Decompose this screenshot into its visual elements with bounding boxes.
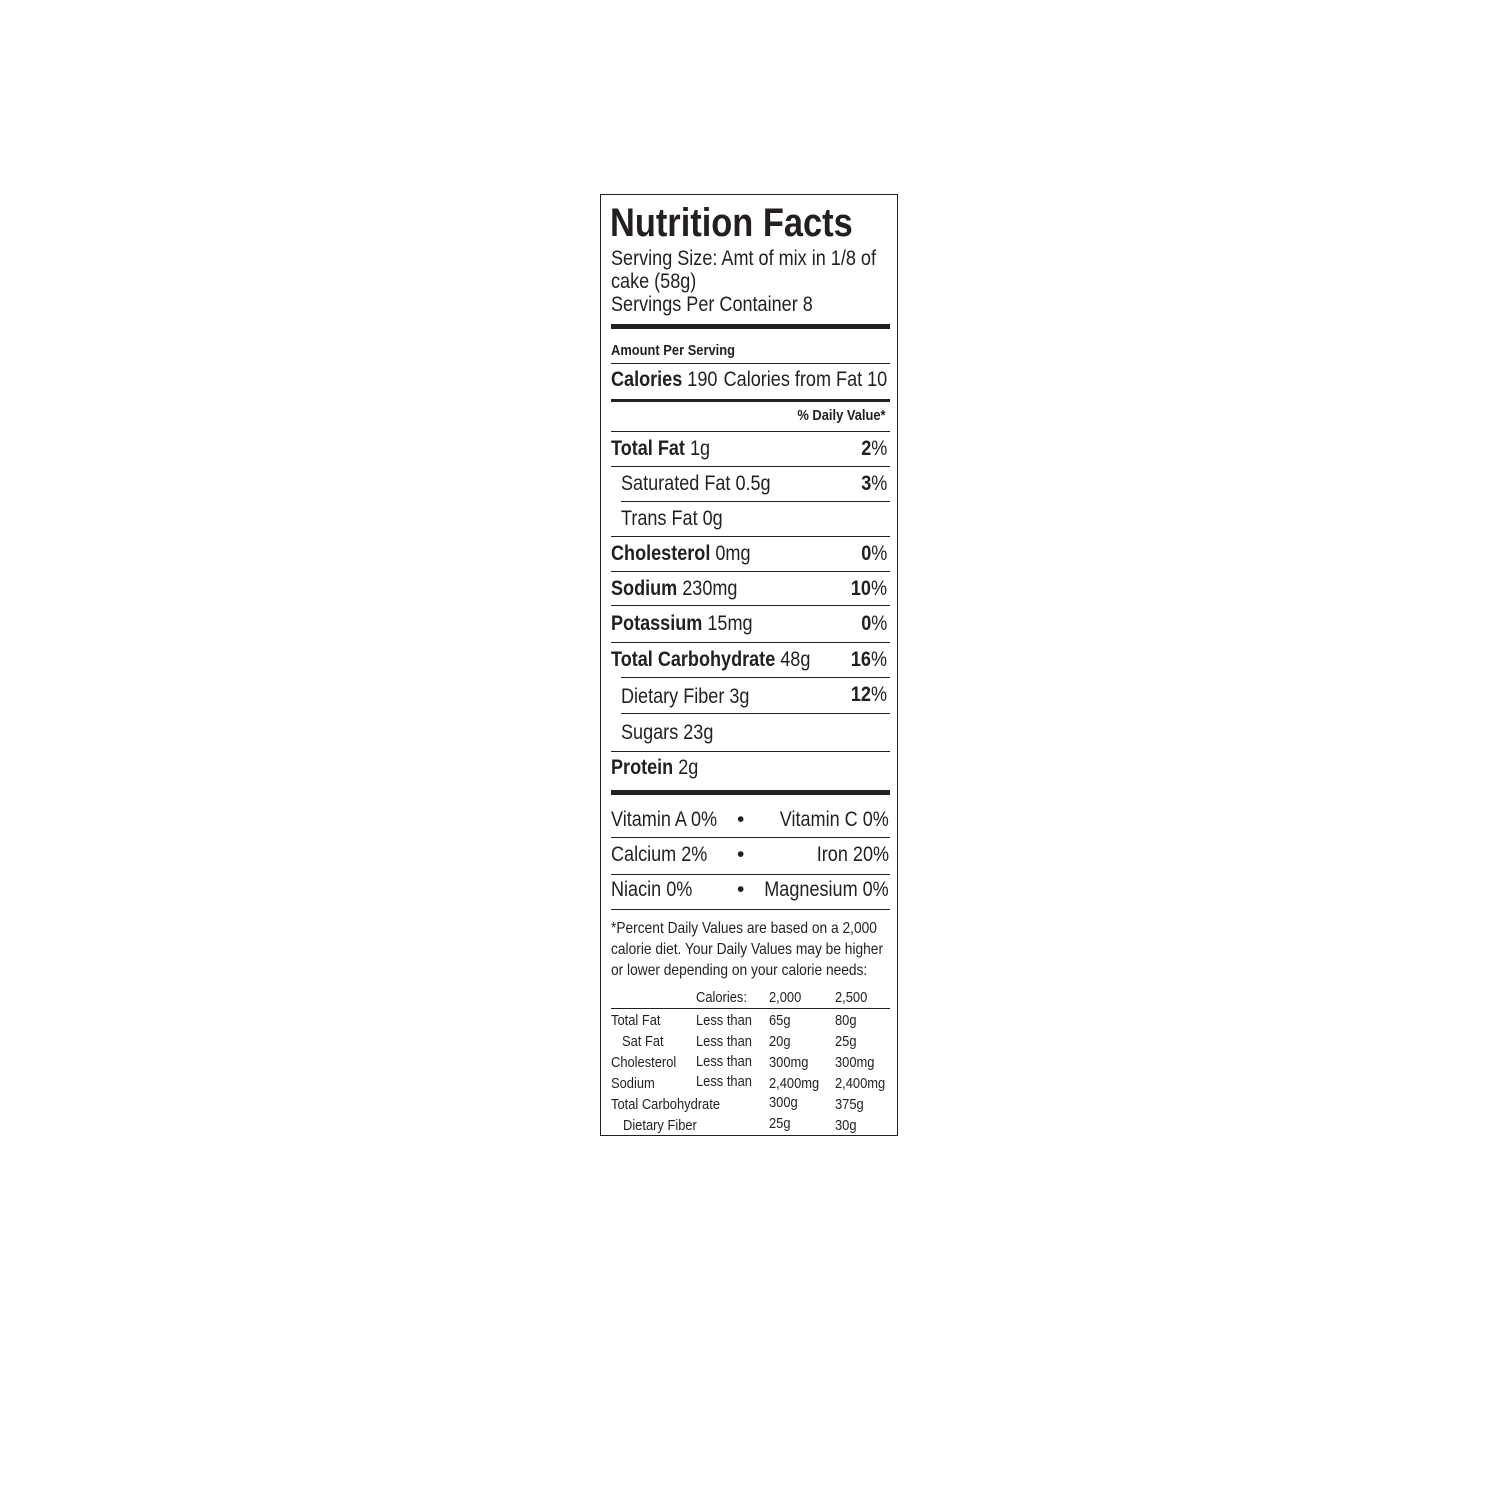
label-title: Nutrition Facts (610, 201, 853, 245)
pct-total-carbohydrate: 16% (850, 648, 887, 671)
nutrient-total-carbohydrate: Total Carbohydrate 48g (611, 648, 811, 671)
dv-row-2500: 375g (835, 1096, 864, 1113)
dv-row-qualifier: Less than (696, 1053, 752, 1070)
daily-value-header: % Daily Value* (797, 407, 886, 424)
pct-dietary-fiber: 12% (850, 683, 887, 706)
nutrient-sodium: Sodium 230mg (611, 577, 738, 600)
dv-row-qualifier: Less than (696, 1033, 752, 1050)
dv-row-2500: 2,400mg (835, 1075, 886, 1092)
bullet: • (737, 843, 745, 866)
dv-header-2000: 2,000 (769, 989, 802, 1006)
divider (611, 363, 890, 364)
thick-divider (611, 324, 890, 329)
dv-row-label: Total Fat (611, 1012, 661, 1029)
pct-total-fat: 2% (860, 437, 887, 460)
dv-row-2000: 25g (769, 1115, 791, 1132)
divider (621, 713, 890, 714)
dv-header-calories: Calories: (696, 989, 747, 1006)
pct-cholesterol: 0% (860, 542, 887, 565)
nutrient-sugars: Sugars 23g (621, 721, 714, 744)
dv-row-qualifier: Less than (696, 1073, 752, 1090)
divider (611, 642, 890, 643)
vitamin-right-2: Iron 20% (816, 843, 889, 866)
divider (611, 466, 890, 467)
dv-row-2000: 2,400mg (769, 1075, 820, 1092)
divider (611, 874, 890, 875)
nutrition-facts-label (600, 194, 898, 1136)
divider (611, 837, 890, 838)
dv-row-qualifier: Less than (696, 1012, 752, 1029)
vitamin-left-1: Vitamin A 0% (611, 808, 718, 831)
nutrient-saturated-fat: Saturated Fat 0.5g (621, 472, 771, 495)
dv-row-2000: 300mg (769, 1054, 809, 1071)
serving-size-line-2: cake (58g) (611, 270, 697, 293)
bullet: • (737, 808, 745, 831)
dv-row-2500: 300mg (835, 1054, 875, 1071)
pct-sodium: 10% (850, 577, 887, 600)
dv-row-label: Dietary Fiber (623, 1117, 697, 1134)
vitamin-left-3: Niacin 0% (611, 878, 693, 901)
divider (611, 605, 890, 606)
bullet: • (737, 878, 745, 901)
calories-from-fat: Calories from Fat 10 (723, 368, 887, 391)
thick-divider (611, 790, 890, 795)
divider (621, 677, 890, 678)
dv-row-2500: 30g (835, 1117, 857, 1134)
dv-row-2000: 20g (769, 1033, 791, 1050)
amount-per-serving: Amount Per Serving (611, 342, 736, 359)
divider (611, 751, 890, 752)
divider (611, 571, 890, 572)
nutrient-cholesterol: Cholesterol 0mg (611, 542, 751, 565)
medium-divider (611, 399, 890, 402)
dv-row-label: Sodium (611, 1075, 655, 1092)
dv-row-2000: 65g (769, 1012, 791, 1029)
divider (611, 909, 890, 910)
nutrient-protein: Protein 2g (611, 756, 699, 779)
dv-row-label: Cholesterol (611, 1054, 677, 1071)
pct-potassium: 0% (860, 612, 887, 635)
dv-row-2500: 80g (835, 1012, 857, 1029)
serving-size-line-1: Serving Size: Amt of mix in 1/8 of (611, 247, 877, 270)
nutrient-total-fat: Total Fat 1g (611, 437, 711, 460)
divider (621, 501, 890, 502)
dv-row-label: Total Carbohydrate (611, 1096, 721, 1113)
vitamin-left-2: Calcium 2% (611, 843, 708, 866)
vitamin-right-3: Magnesium 0% (764, 878, 889, 901)
dv-header-2500: 2,500 (835, 989, 868, 1006)
servings-per-container: Servings Per Container 8 (611, 293, 813, 316)
pct-saturated-fat: 3% (860, 472, 887, 495)
nutrient-trans-fat: Trans Fat 0g (621, 507, 723, 530)
dv-row-label: Sat Fat (622, 1033, 664, 1050)
dv-row-2000: 300g (769, 1094, 798, 1111)
footnote-line-2: calorie diet. Your Daily Values may be higher (611, 941, 884, 958)
calories-row: Calories 190 (611, 368, 718, 391)
nutrient-potassium: Potassium 15mg (611, 612, 753, 635)
divider (611, 536, 890, 537)
dv-row-2500: 25g (835, 1033, 857, 1050)
divider (611, 1008, 890, 1009)
nutrient-dietary-fiber: Dietary Fiber 3g (621, 685, 750, 708)
footnote-line-3: or lower depending on your calorie needs: (611, 962, 868, 979)
vitamin-right-1: Vitamin C 0% (779, 808, 889, 831)
footnote-line-1: *Percent Daily Values are based on a 2,000 (611, 920, 877, 937)
divider (611, 431, 890, 432)
